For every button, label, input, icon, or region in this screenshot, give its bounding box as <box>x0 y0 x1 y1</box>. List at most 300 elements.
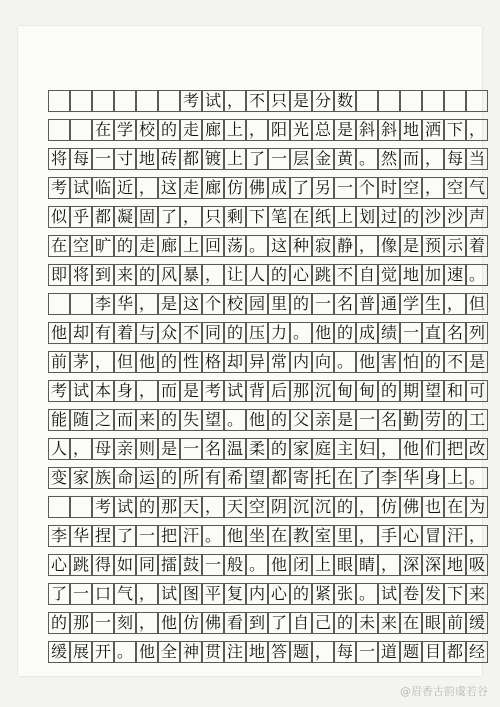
text-cell: 荡 <box>224 235 246 257</box>
text-cell: 母 <box>92 438 114 460</box>
text-cell: 题 <box>290 641 312 663</box>
text-cell: 黄 <box>334 148 356 170</box>
text-cell: ， <box>180 206 202 228</box>
text-cell: 李 <box>48 525 70 547</box>
text-cell: 。 <box>334 351 356 373</box>
text-cell: 。 <box>466 467 488 489</box>
text-cell: 廊 <box>202 177 224 199</box>
text-cell: 亲 <box>312 409 334 431</box>
text-cell: 了 <box>114 525 136 547</box>
text-cell: 固 <box>136 206 158 228</box>
text-cell: 然 <box>378 148 400 170</box>
text-cell: 斜 <box>378 119 400 141</box>
title-cell <box>400 90 422 112</box>
text-cell: 缓 <box>466 612 488 634</box>
text-cell: ， <box>202 264 224 286</box>
text-cell: 个 <box>202 293 224 315</box>
text-cell: 剩 <box>224 206 246 228</box>
text-cell: 发 <box>422 583 444 605</box>
text-cell: 让 <box>224 264 246 286</box>
text-cell: 沙 <box>444 206 466 228</box>
text-cell: 廊 <box>158 235 180 257</box>
title-cell: 试 <box>202 90 224 112</box>
text-cell: 试 <box>114 496 136 518</box>
text-cell: 来 <box>114 264 136 286</box>
text-cell: 他 <box>246 409 268 431</box>
text-cell: 沉 <box>312 496 334 518</box>
text-cell: 柔 <box>246 438 268 460</box>
text-cell: 是 <box>180 380 202 402</box>
text-cell: 希 <box>224 467 246 489</box>
text-cell: 心 <box>268 583 290 605</box>
text-cell: 卷 <box>400 583 422 605</box>
text-cell: 时 <box>378 177 400 199</box>
text-cell: 到 <box>92 264 114 286</box>
text-cell: 普 <box>356 293 378 315</box>
text-cell: 跳 <box>312 264 334 286</box>
text-cell: 心 <box>290 264 312 286</box>
text-cell: 未 <box>356 612 378 634</box>
text-cell: 生 <box>422 293 444 315</box>
text-cell: 却 <box>224 351 246 373</box>
text-cell: 这 <box>180 293 202 315</box>
text-cell: 只 <box>202 206 224 228</box>
text-cell: 试 <box>70 177 92 199</box>
text-cell: 同 <box>202 322 224 344</box>
text-cell: 空 <box>246 496 268 518</box>
text-cell: 觉 <box>378 264 400 286</box>
text-cell: 上 <box>224 119 246 141</box>
text-cell: 凝 <box>114 206 136 228</box>
text-cell: 闭 <box>290 554 312 576</box>
text-cell: 学 <box>400 293 422 315</box>
text-cell: 速 <box>444 264 466 286</box>
text-cell: 期 <box>400 380 422 402</box>
text-cell <box>70 293 92 315</box>
text-cell: 的 <box>158 351 180 373</box>
text-cell: 绩 <box>378 322 400 344</box>
text-cell: 预 <box>422 235 444 257</box>
text-cell: 每 <box>444 148 466 170</box>
text-cell: ， <box>136 177 158 199</box>
text-cell: 如 <box>114 554 136 576</box>
text-cell: 沙 <box>422 206 444 228</box>
text-cell: 了 <box>268 612 290 634</box>
text-cell: 另 <box>312 177 334 199</box>
text-cell: 的 <box>334 496 356 518</box>
text-cell: 试 <box>378 583 400 605</box>
text-cell: 得 <box>92 554 114 576</box>
text-cell: 那 <box>158 496 180 518</box>
text-cell: 李 <box>92 293 114 315</box>
text-cell: 在 <box>268 525 290 547</box>
text-cell: ， <box>136 380 158 402</box>
text-cell: 到 <box>246 612 268 634</box>
text-cell: 是 <box>334 409 356 431</box>
text-cell: 般 <box>224 554 246 576</box>
text-cell: 所 <box>180 467 202 489</box>
text-cell: 了 <box>356 467 378 489</box>
text-cell: 阴 <box>268 496 290 518</box>
text-cell: 擂 <box>158 554 180 576</box>
text-cell: ， <box>70 438 92 460</box>
text-cell: 口 <box>92 583 114 605</box>
text-cell: 己 <box>312 612 334 634</box>
text-cell: 里 <box>268 293 290 315</box>
text-cell: 光 <box>290 119 312 141</box>
text-cell: 也 <box>422 496 444 518</box>
text-cell: 的 <box>136 264 158 286</box>
text-cell: 近 <box>114 177 136 199</box>
text-cell: 都 <box>444 641 466 663</box>
text-cell: 同 <box>136 554 158 576</box>
text-cell: ， <box>136 612 158 634</box>
text-cell: 的 <box>268 438 290 460</box>
text-cell: 成 <box>356 322 378 344</box>
text-cell: 。 <box>246 554 268 576</box>
text-cell <box>48 119 70 141</box>
title-cell: ， <box>224 90 246 112</box>
text-cell: 层 <box>290 148 312 170</box>
text-cell: 格 <box>202 351 224 373</box>
text-cell <box>70 496 92 518</box>
text-cell: 考 <box>48 380 70 402</box>
text-cell: 试 <box>70 380 92 402</box>
text-cell: 静 <box>334 235 356 257</box>
text-cell: 道 <box>378 641 400 663</box>
text-cell: 镀 <box>202 148 224 170</box>
text-cell: 上 <box>180 235 202 257</box>
text-cell: 能 <box>48 409 70 431</box>
text-cell: 了 <box>246 148 268 170</box>
text-cell: 一 <box>136 525 158 547</box>
text-cell: ， <box>92 351 114 373</box>
text-cell: 他 <box>136 351 158 373</box>
text-cell <box>48 496 70 518</box>
text-cell: 名 <box>202 438 224 460</box>
text-cell: 学 <box>114 119 136 141</box>
text-cell: ， <box>422 148 444 170</box>
text-cell: 将 <box>48 148 70 170</box>
text-cell: 校 <box>136 119 158 141</box>
text-cell: 考 <box>202 380 224 402</box>
text-cell: 。 <box>246 235 268 257</box>
text-cell: 父 <box>290 409 312 431</box>
text-cell: 像 <box>378 235 400 257</box>
text-cell: 过 <box>378 206 400 228</box>
text-cell: 力 <box>268 322 290 344</box>
text-cell: 佛 <box>246 177 268 199</box>
text-cell: 的 <box>136 496 158 518</box>
text-cell: 走 <box>180 119 202 141</box>
text-cell: ， <box>444 293 466 315</box>
title-cell <box>92 90 114 112</box>
text-cell: 这 <box>158 177 180 199</box>
text-cell: 的 <box>422 351 444 373</box>
text-cell: ， <box>356 525 378 547</box>
text-cell: 地 <box>136 148 158 170</box>
text-cell: 阳 <box>268 119 290 141</box>
text-cell: ， <box>466 119 488 141</box>
text-cell: 都 <box>268 467 290 489</box>
text-cell: 随 <box>70 409 92 431</box>
text-cell: 列 <box>466 322 488 344</box>
text-cell: 失 <box>180 409 202 431</box>
text-cell: 内 <box>290 351 312 373</box>
text-cell: 空 <box>70 235 92 257</box>
text-cell: 。 <box>466 264 488 286</box>
text-cell: 他 <box>136 641 158 663</box>
text-cell: 一 <box>70 583 92 605</box>
text-cell: 一 <box>356 409 378 431</box>
text-cell: 张 <box>334 583 356 605</box>
text-cell: 名 <box>378 409 400 431</box>
text-cell: 成 <box>268 177 290 199</box>
text-cell: 着 <box>466 235 488 257</box>
text-cell: 在 <box>334 467 356 489</box>
text-cell: 人 <box>246 264 268 286</box>
text-cell: 校 <box>224 293 246 315</box>
text-cell: 里 <box>334 525 356 547</box>
text-cell: ， <box>356 496 378 518</box>
text-cell: 变 <box>48 467 70 489</box>
text-cell: 图 <box>180 583 202 605</box>
text-cell: 了 <box>158 206 180 228</box>
text-cell: 。 <box>224 409 246 431</box>
title-cell <box>466 90 488 112</box>
text-cell: 甸 <box>356 380 378 402</box>
text-cell: 一 <box>268 148 290 170</box>
text-cell: 来 <box>466 583 488 605</box>
text-cell: 。 <box>356 148 378 170</box>
text-cell: 上 <box>334 206 356 228</box>
text-cell: 看 <box>224 612 246 634</box>
title-cell <box>356 90 378 112</box>
text-cell: 声 <box>466 206 488 228</box>
composition-paper <box>18 26 485 676</box>
text-cell: 一 <box>92 612 114 634</box>
text-cell: 来 <box>378 612 400 634</box>
text-cell: ， <box>466 525 488 547</box>
title-cell <box>378 90 400 112</box>
title-cell: 考 <box>180 90 202 112</box>
text-cell: ， <box>136 583 158 605</box>
text-cell: 眼 <box>334 554 356 576</box>
text-cell: 佛 <box>400 496 422 518</box>
text-cell: 是 <box>334 119 356 141</box>
text-cell: 心 <box>48 554 70 576</box>
text-cell: 仿 <box>180 612 202 634</box>
text-cell: 来 <box>136 409 158 431</box>
text-cell: 地 <box>400 264 422 286</box>
text-cell: 寸 <box>114 148 136 170</box>
text-cell: 与 <box>136 322 158 344</box>
text-cell: 众 <box>158 322 180 344</box>
text-cell: 教 <box>290 525 312 547</box>
text-cell: 地 <box>444 554 466 576</box>
text-cell: 目 <box>422 641 444 663</box>
text-cell: 临 <box>92 177 114 199</box>
text-cell: 当 <box>466 148 488 170</box>
title-cell <box>444 90 466 112</box>
text-cell: 旷 <box>92 235 114 257</box>
text-cell: 华 <box>70 525 92 547</box>
text-cell: 把 <box>444 438 466 460</box>
text-cell: 的 <box>114 235 136 257</box>
text-cell: 一 <box>180 438 202 460</box>
text-cell: 都 <box>92 206 114 228</box>
text-cell: 加 <box>422 264 444 286</box>
text-cell: ， <box>246 119 268 141</box>
text-cell: 复 <box>224 583 246 605</box>
text-cell: ， <box>378 438 400 460</box>
text-cell: 则 <box>136 438 158 460</box>
text-cell: 家 <box>290 438 312 460</box>
text-cell: 洒 <box>422 119 444 141</box>
text-cell: 试 <box>224 380 246 402</box>
text-cell: 心 <box>400 525 422 547</box>
text-cell: 自 <box>356 264 378 286</box>
text-cell: 上 <box>224 148 246 170</box>
text-cell: 改 <box>466 438 488 460</box>
text-cell: 室 <box>312 525 334 547</box>
text-cell: 有 <box>202 467 224 489</box>
text-cell: 神 <box>180 641 202 663</box>
text-cell: 贯 <box>202 641 224 663</box>
text-cell: 上 <box>312 554 334 576</box>
text-cell: 家 <box>70 467 92 489</box>
text-cell: 望 <box>422 380 444 402</box>
text-cell: 在 <box>400 612 422 634</box>
text-cell: 鼓 <box>180 554 202 576</box>
text-cell: 一 <box>202 554 224 576</box>
title-cell: 分 <box>312 90 334 112</box>
text-cell: 自 <box>290 612 312 634</box>
text-cell: 是 <box>158 438 180 460</box>
text-cell: 不 <box>180 322 202 344</box>
text-cell: 走 <box>136 235 158 257</box>
text-cell: 一 <box>312 293 334 315</box>
text-cell: 在 <box>48 235 70 257</box>
text-cell: 通 <box>378 293 400 315</box>
text-cell: 着 <box>114 322 136 344</box>
text-cell: 示 <box>444 235 466 257</box>
text-cell: 将 <box>70 264 92 286</box>
text-cell: 沉 <box>290 496 312 518</box>
title-cell <box>422 90 444 112</box>
text-cell: 展 <box>70 641 92 663</box>
text-cell: 下 <box>444 119 466 141</box>
text-cell: 那 <box>70 612 92 634</box>
text-cell: 而 <box>114 409 136 431</box>
text-cell: 怕 <box>400 351 422 373</box>
text-cell: 李 <box>378 467 400 489</box>
text-cell: 了 <box>48 583 70 605</box>
text-cell: 名 <box>444 322 466 344</box>
text-cell: 有 <box>92 322 114 344</box>
text-cell: 庭 <box>312 438 334 460</box>
text-cell: 前 <box>444 612 466 634</box>
text-cell: 人 <box>48 438 70 460</box>
title-cell <box>70 90 92 112</box>
text-cell: 但 <box>114 351 136 373</box>
text-cell: 不 <box>334 264 356 286</box>
text-cell: 和 <box>444 380 466 402</box>
text-cell: 的 <box>290 583 312 605</box>
text-cell: ， <box>422 177 444 199</box>
text-cell: 族 <box>92 467 114 489</box>
title-cell <box>158 90 180 112</box>
text-cell: 他 <box>268 554 290 576</box>
text-cell: 跳 <box>70 554 92 576</box>
text-cell: 。 <box>356 583 378 605</box>
text-cell: 试 <box>158 583 180 605</box>
text-cell: 空 <box>444 177 466 199</box>
text-cell: 下 <box>246 206 268 228</box>
text-cell: 斜 <box>356 119 378 141</box>
text-cell: 总 <box>312 119 334 141</box>
text-cell: 佛 <box>202 612 224 634</box>
text-cell: 为 <box>466 496 488 518</box>
text-cell: 是 <box>400 235 422 257</box>
text-cell: 一 <box>92 148 114 170</box>
text-cell: 性 <box>180 351 202 373</box>
text-cell: 气 <box>466 177 488 199</box>
text-cell: 直 <box>422 322 444 344</box>
title-cell <box>136 90 158 112</box>
text-cell: 的 <box>290 293 312 315</box>
text-cell: 金 <box>312 148 334 170</box>
text-cell: 暴 <box>180 264 202 286</box>
text-cell: 深 <box>422 554 444 576</box>
text-cell: 地 <box>400 119 422 141</box>
text-cell: 身 <box>422 467 444 489</box>
text-cell: 纸 <box>312 206 334 228</box>
text-cell: 寄 <box>290 467 312 489</box>
text-cell: 缓 <box>48 641 70 663</box>
text-cell: 答 <box>268 641 290 663</box>
text-cell: 可 <box>466 380 488 402</box>
text-cell: 都 <box>180 148 202 170</box>
text-cell: 不 <box>444 351 466 373</box>
text-cell: 背 <box>246 380 268 402</box>
title-cell: 只 <box>268 90 290 112</box>
text-cell: 茅 <box>70 351 92 373</box>
text-cell: 望 <box>246 467 268 489</box>
text-cell: 即 <box>48 264 70 286</box>
text-cell: 园 <box>246 293 268 315</box>
text-cell: 的 <box>334 612 356 634</box>
text-cell: 沉 <box>312 380 334 402</box>
text-cell: 。 <box>202 525 224 547</box>
text-cell: 捏 <box>92 525 114 547</box>
watermark: @眉香古韵虞若谷 <box>400 685 488 698</box>
text-cell: 的 <box>444 409 466 431</box>
text-cell: 而 <box>400 148 422 170</box>
text-cell: 望 <box>202 409 224 431</box>
text-cell: 一 <box>356 641 378 663</box>
text-cell: 仿 <box>378 496 400 518</box>
text-cell: 在 <box>290 206 312 228</box>
text-cell: 一 <box>400 322 422 344</box>
text-cell: 每 <box>334 641 356 663</box>
text-cell: 那 <box>290 380 312 402</box>
text-cell: 汗 <box>180 525 202 547</box>
text-cell: 是 <box>466 351 488 373</box>
text-cell: 经 <box>466 641 488 663</box>
title-cell: 数 <box>334 90 356 112</box>
text-cell: 常 <box>268 351 290 373</box>
